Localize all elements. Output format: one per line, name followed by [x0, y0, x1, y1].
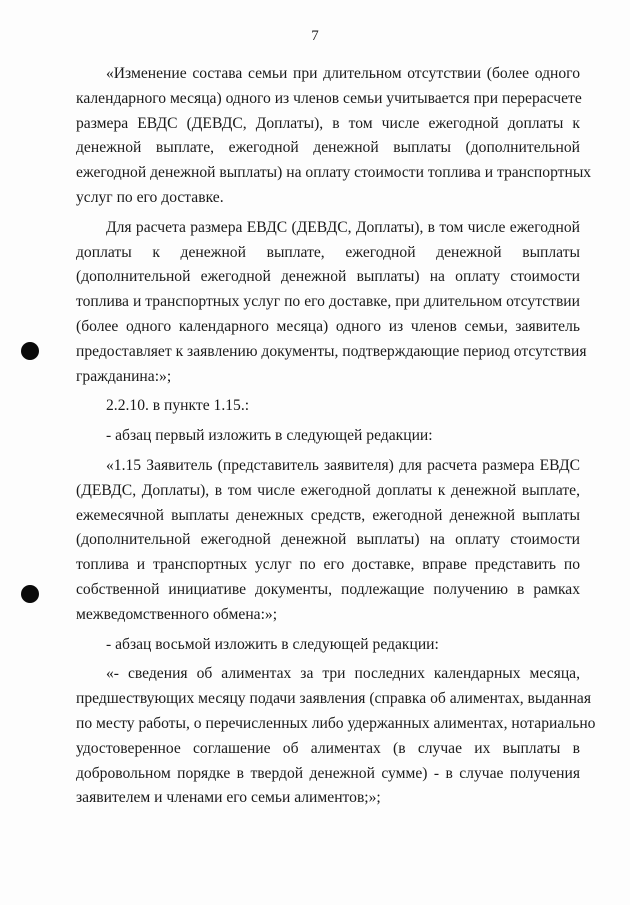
punch-hole [21, 342, 39, 360]
text-line: (дополнительной ежегодной денежной выплаты) на оплату стоимости [76, 268, 580, 286]
paragraph-1-15 [76, 454, 580, 628]
paragraph-item-2-2-10 [76, 394, 580, 419]
document-body [76, 62, 596, 816]
text-line: 2.2.10. в пункте 1.15.: [106, 397, 250, 415]
text-line: гражданина:»; [76, 367, 172, 385]
text-line: «Изменение состава семьи при длительном отсутствии (более одного [106, 65, 580, 82]
text-line: добровольном порядке в твердой денежной сумме) - в случае получения [76, 764, 580, 782]
text-line: (более одного календарного месяца) одного из членов семьи, заявитель [76, 317, 580, 335]
text-line: услуг по его доставке. [76, 188, 224, 206]
text-line: собственной инициативе документы, подлежащие получению в рамках [76, 580, 580, 598]
text-line: топлива и транспортных услуг по его доставке, при длительном отсутствии [76, 293, 580, 311]
text-line: по месту работы, о перечисленных либо удержанных алиментах, нотариально [76, 714, 596, 732]
paragraph-family-change [76, 62, 592, 211]
text-line: заявителем и членами его семьи алиментов;»; [76, 789, 381, 807]
paragraph-first-abzac [76, 424, 580, 449]
page-number: 7 [311, 28, 319, 44]
text-line: ежегодной денежной выплаты) на оплату стоимости топлива и транспортных [76, 164, 592, 182]
text-line: (дополнительной ежегодной денежной выплаты) на оплату стоимости [76, 531, 580, 549]
text-line: «- сведения об алиментах за три последних календарных месяца, [106, 665, 580, 683]
text-line: удостоверенное соглашение об алиментах (в случае их выплаты в [76, 739, 580, 757]
text-line: предоставляет к заявлению документы, подтверждающие период отсутствия [76, 342, 587, 360]
text-line: (ДЕВДС, Доплаты), в том числе ежегодной доплаты к денежной выплате, [76, 481, 580, 499]
text-line: предшествующих месяцу подачи заявления (справка об алиментах, выданная [76, 690, 592, 708]
text-line: - абзац восьмой изложить в следующей редакции: [106, 635, 439, 653]
text-line: - абзац первый изложить в следующей редакции: [106, 427, 433, 445]
text-line: «1.15 Заявитель (представитель заявителя) для расчета размера ЕВДС [106, 456, 580, 474]
text-line: календарного месяца) одного из членов семьи учитывается при перерасчете [76, 89, 582, 107]
text-line: ежемесячной выплаты денежных средств, ежегодной денежной выплаты [76, 506, 580, 524]
text-line: размера ЕВДС (ДЕВДС, Доплаты), в том числе ежегодной доплаты к [76, 114, 580, 132]
text-line: доплаты к денежной выплате, ежегодной денежной выплаты [76, 243, 580, 261]
paragraph-eighth-abzac [76, 633, 580, 658]
text-line: денежной выплате, ежегодной денежной выплаты (дополнительной [76, 139, 580, 157]
text-line: межведомственного обмена:»; [76, 605, 278, 623]
punch-hole [21, 585, 39, 603]
text-line: топлива и транспортных услуг по его доставке, вправе представить по [76, 556, 580, 574]
paragraph-calculation [76, 216, 587, 390]
paragraph-alimony [76, 662, 596, 811]
text-line: Для расчета размера ЕВДС (ДЕВДС, Доплаты), в том числе ежегодной [106, 218, 580, 236]
